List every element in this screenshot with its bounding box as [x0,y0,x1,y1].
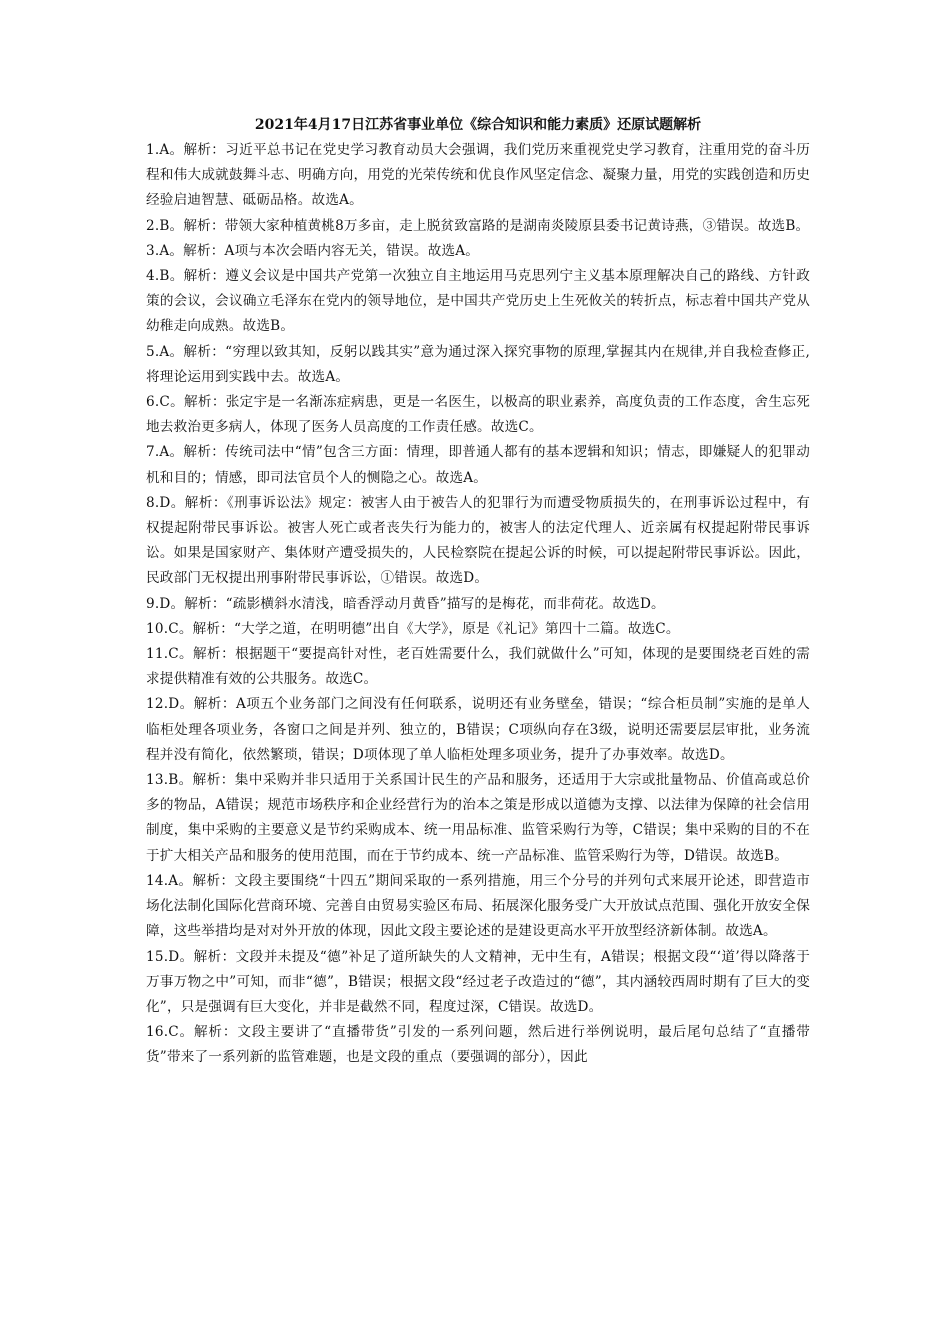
answer-item-14: 14.A。解析：文段主要围绕“十四五”期间采取的一系列措施，用三个分号的并列句式来展开论述，即营造市场化法制化国际化营商环境、完善自由贸易实验区布局、拓展深化服务受广大开放试点范围、强化开放安全保障，这些举措均是对对外开放的体现，因此文段主要论述的是建设更高水平开放型经济新体制。故选A。 [146,872,810,940]
answer-item-11: 11.C。解析：根据题干“要提高针对性，老百姓需要什么，我们就做什么”可知，体现的是要围绕老百姓的需求提供精准有效的公共服务。故选C。 [146,646,810,688]
answer-item-8: 8.D。解析：《刑事诉讼法》规定：被害人由于被告人的犯罪行为而遭受物质损失的，在刑事诉讼过程中，有权提起附带民事诉讼。被害人死亡或者丧失行为能力的，被害人的法定代理人、近亲属有权提起附带民事诉讼。如果是国家财产、集体财产遭受损失的，人民检察院在提起公诉的时候，可以提起附带民事诉讼。因此，民政部门无权提出刑事附带民事诉讼，①错误。故选D。 [146,494,810,587]
answer-item-2: 2.B。解析：带领大家种植黄桃8万多亩，走上脱贫致富路的是湖南炎陵原县委书记黄诗燕，③错误。故选B。 [146,217,810,234]
answer-item-3: 3.A。解析：A项与本次会晤内容无关，错误。故选A。 [146,242,480,259]
answer-item-4: 4.B。解析：遵义会议是中国共产党第一次独立自主地运用马克思列宁主义基本原理解决自己的路线、方针政策的会议，会议确立毛泽东在党内的领导地位，是中国共产党历史上生死攸关的转折点，标志着中国共产党从幼稚走向成熟。故选B。 [146,268,810,335]
answer-item-13: 13.B。解析：集中采购并非只适用于关系国计民生的产品和服务，还适用于大宗或批量物品、价值高或总价多的物品，A错误；规范市场秩序和企业经营行为的治本之策是形成以道德为支撑、以法律为保障的社会信用制度，集中采购的主要意义是节约采购成本、统一用品标准、监管采购行为等，C错误；集中采购的目的不在于扩大相关产品和服务的使用范围，而在于节约成本、统一产品标准、监管采购行为等，D错误。故选B。 [146,772,810,864]
answer-item-7: 7.A。解析：传统司法中“情”包含三方面：情理，即普通人都有的基本逻辑和知识；情志，即嫌疑人的犯罪动机和目的；情感，即司法官员个人的恻隐之心。故选A。 [146,444,810,486]
document-page [146,114,810,1071]
answer-item-9: 9.D。解析：“疏影横斜水清浅，暗香浮动月黄昏”描写的是梅花，而非荷花。故选D。 [146,595,665,612]
answer-item-16: 16.C。解析：文段主要讲了“直播带货”引发的一系列问题，然后进行举例说明，最后尾句总结了“直播带货”带来了一系列新的监管难题，也是文段的重点（要强调的部分），因此 [146,1024,810,1066]
document-title: 2021年4月17日江苏省事业单位《综合知识和能力素质》还原试题解析 [254,117,702,133]
answer-item-15: 15.D。解析：文段并未提及“德”补足了道所缺失的人文精神，无中生有，A错误；根据文段“‘道’得以降落于万事万物之中”可知，而非“德”，B错误；根据文段“经过老子改造过的“德”，其内涵较西周时期有了巨大的变化”，只是强调有巨大变化，并非是截然不同，程度过深，C错误。故选D。 [146,948,810,1015]
answer-item-5: 5.A。解析：“穷理以致其知，反躬以践其实”意为通过深入探究事物的原理,掌握其内在规律,并自我检查修正,将理论运用到实践中去。故选A。 [146,343,810,385]
answer-item-10: 10.C。解析：“大学之道，在明明德”出自《大学》，原是《礼记》第四十二篇。故选C。 [146,620,680,637]
answer-item-6: 6.C。解析：张定宇是一名渐冻症病患，更是一名医生，以极高的职业素养，高度负责的工作态度，舍生忘死地去救治更多病人，体现了医务人员高度的工作责任感。故选C。 [146,394,810,436]
answer-item-1: 1.A。解析：习近平总书记在党史学习教育动员大会强调，我们党历来重视党史学习教育，注重用党的奋斗历程和伟大成就鼓舞斗志、明确方向，用党的光荣传统和优良作风坚定信念、凝聚力量，用党的实践创造和历史经验启迪智慧、砥砺品格。故选A。 [146,142,810,209]
answer-item-12: 12.D。解析：A项五个业务部门之间没有任何联系，说明还有业务壁垒，错误；“综合柜员制”实施的是单人临柜处理各项业务，各窗口之间是并列、独立的，B错误；C项纵向存在3级，说明还需要层层审批，业务流程并没有简化，依然繁琐，错误；D项体现了单人临柜处理多项业务，提升了办事效率。故选D。 [146,696,810,763]
